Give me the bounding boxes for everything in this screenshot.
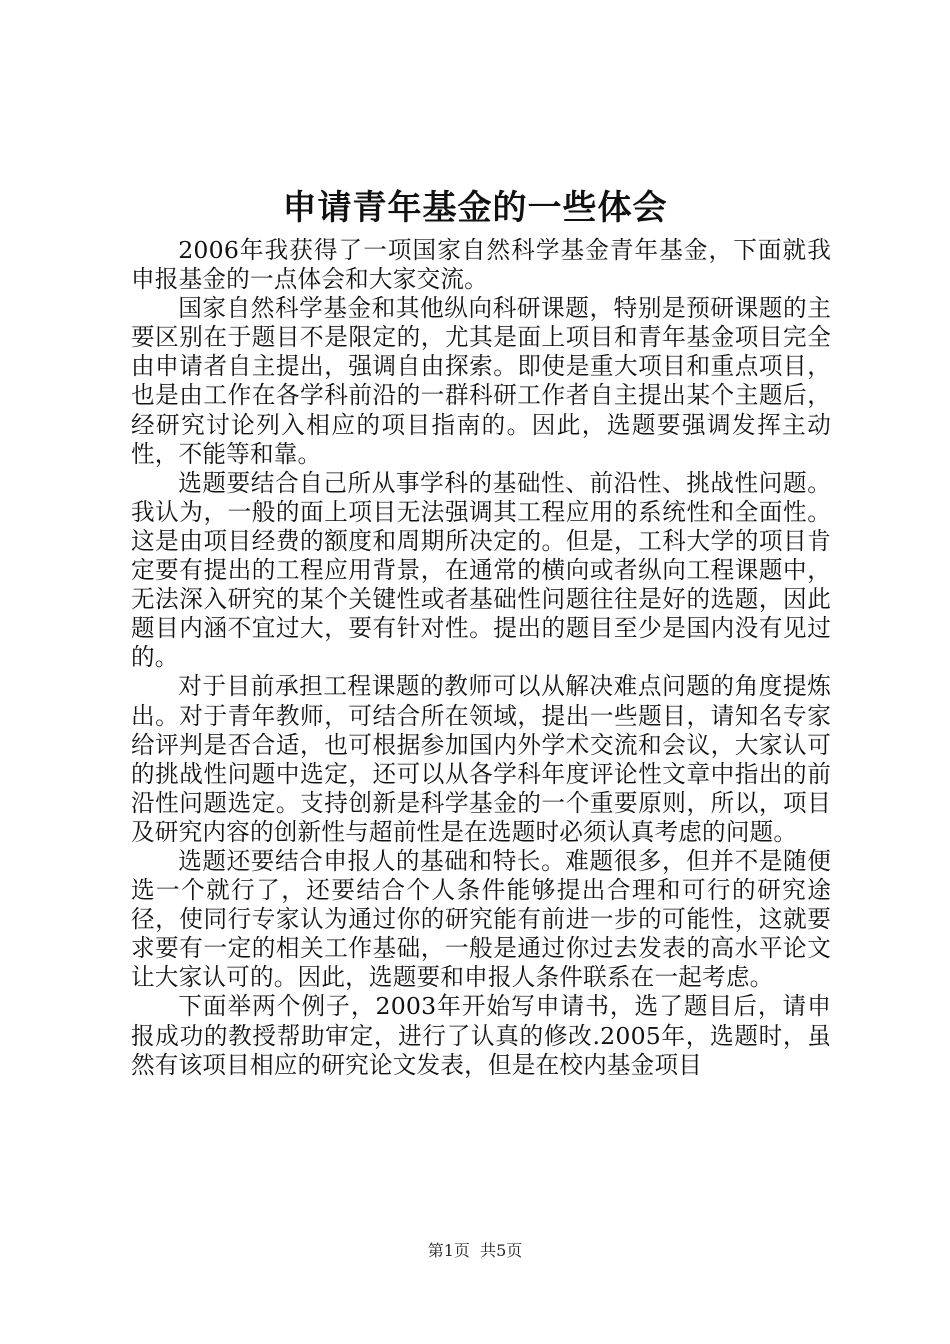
paragraph-discipline: 选题要结合自己所从事学科的基础性、前沿性、挑战性问题。我认为，一般的面上项目无法强调其工程应用的系统性和全面性。这是由项目经费的额度和周期所决定的。但是，工科大学的项目肯定要有提出的工程应用背景，在通常的横向或者纵向工程课题中，无法深入研究的某个关键性或者基础性问题往往是好的选题，因此题目内涵不宜过大，要有针对性。提出的题目至少是国内没有见过的。 bbox=[131, 468, 831, 672]
page-footer bbox=[0, 1240, 950, 1262]
paragraph-applicant-basis: 选题还要结合申报人的基础和特长。难题很多，但并不是随便选一个就行了，还要结合个人条件能够提出合理和可行的研究途径，使同行专家认为通过你的研究能有前进一步的可能性，这就要求要有一定的相关工作基础，一般是通过你过去发表的高水平论文让大家认可的。因此，选题要和申报人条件联系在一起考虑。 bbox=[131, 846, 831, 992]
paragraph-intro: 2006年我获得了一项国家自然科学基金青年基金，下面就我申报基金的一点体会和大家交流。 bbox=[131, 236, 831, 294]
page-title: 申请青年基金的一些体会 bbox=[282, 188, 668, 228]
paragraph-topic-selection: 国家自然科学基金和其他纵向科研课题，特别是预研课题的主要区别在于题目不是限定的，尤其是面上项目和青年基金项目完全由申请者自主提出，强调自由探索。即使是重大项目和重点项目，也是由工作在各学科前沿的一群科研工作者自主提出某个主题后，经研究讨论列入相应的项目指南的。因此，选题要强调发挥主动性，不能等和靠。 bbox=[131, 294, 831, 468]
document-body bbox=[131, 236, 831, 1080]
paragraph-examples: 下面举两个例子，2003年开始写申请书，选了题目后，请申报成功的教授帮助审定，进行了认真的修改.2005年，选题时，虽然有该项目相应的研究论文发表，但是在校内基金项目 bbox=[131, 992, 831, 1079]
paragraph-young-teachers: 对于目前承担工程课题的教师可以从解决难点问题的角度提炼出。对于青年教师，可结合所在领域，提出一些题目，请知名专家给评判是否合适，也可根据参加国内外学术交流和会议，大家认可的挑战性问题中选定，还可以从各学科年度评论性文章中指出的前沿性问题选定。支持创新是科学基金的一个重要原则，所以，项目及研究内容的创新性与超前性是在选题时必须认真考虑的问题。 bbox=[131, 672, 831, 846]
page-number-label: 第1页 共5页 bbox=[427, 1241, 523, 1260]
